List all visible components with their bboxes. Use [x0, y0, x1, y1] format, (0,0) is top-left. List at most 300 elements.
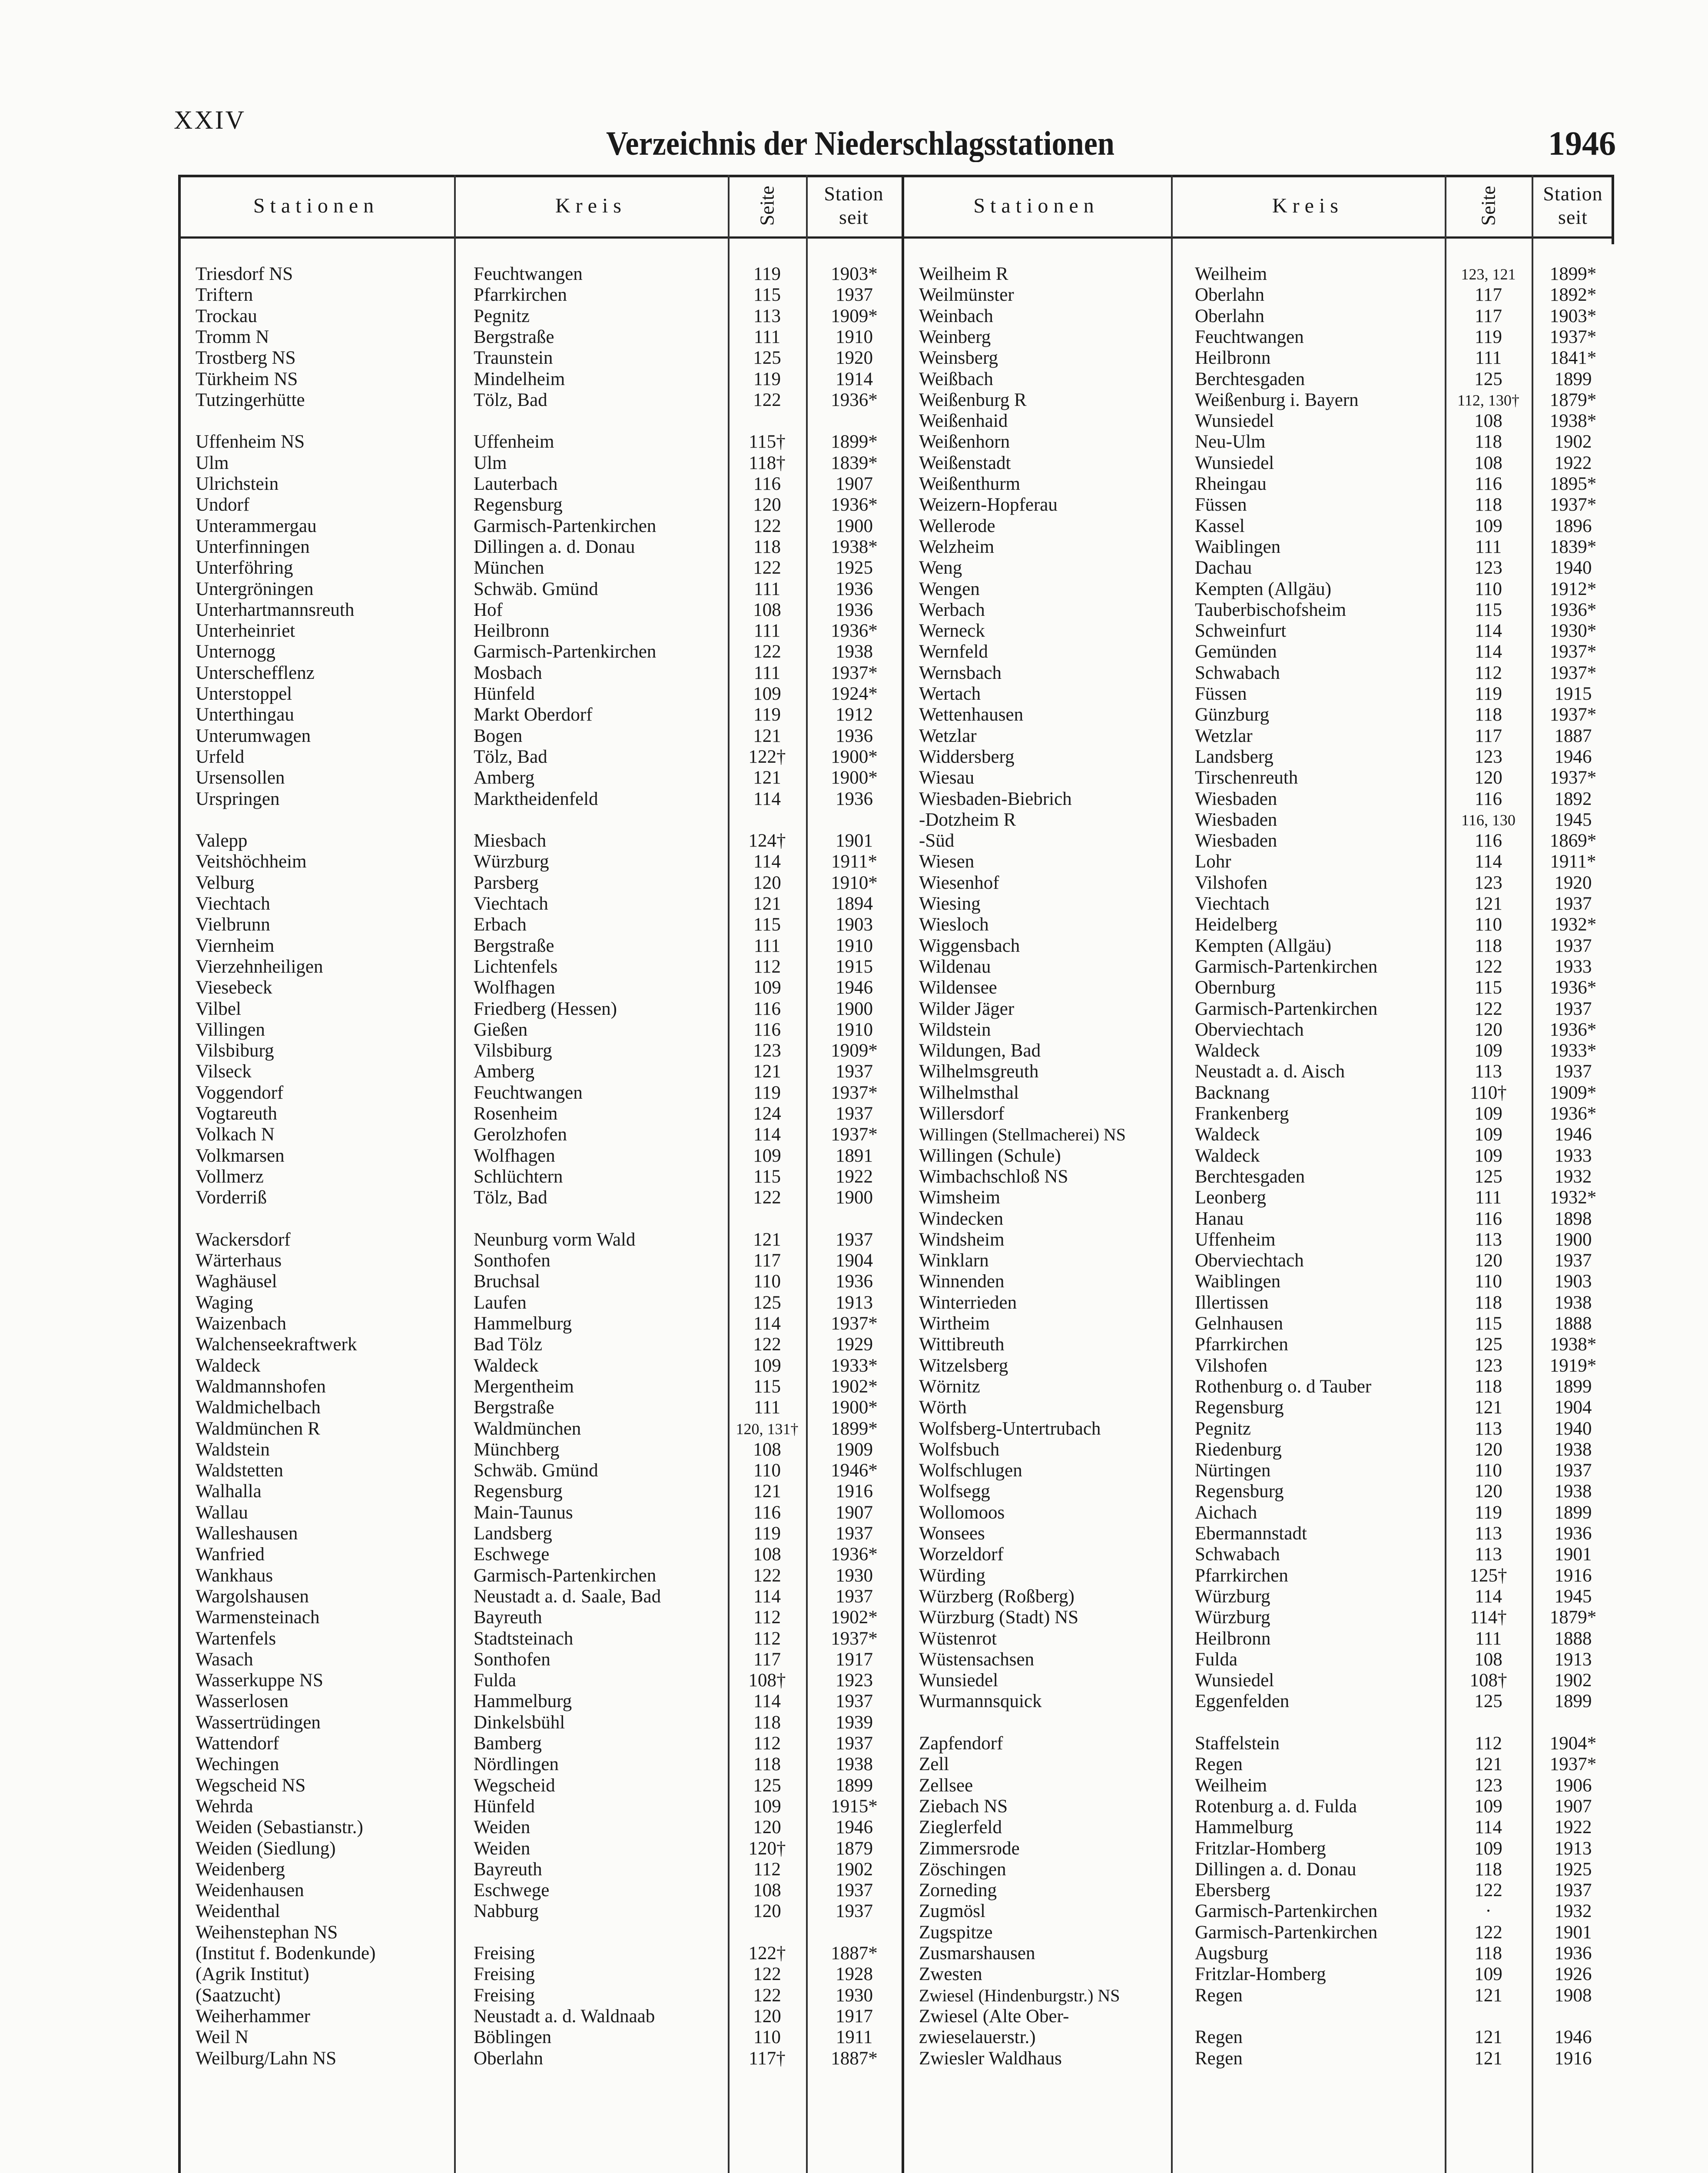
- l-kreis-name: Viechtach: [474, 894, 548, 914]
- r-since-year: 1937*: [1549, 641, 1597, 662]
- r-station-name: Wiggensbach: [919, 935, 1020, 956]
- r-kreis-name: Regensburg: [1195, 1397, 1284, 1418]
- l-since-year: 1907: [836, 1502, 873, 1523]
- l-station-name: Unterhartmannsreuth: [196, 599, 355, 620]
- r-kreis-name: Waldeck: [1195, 1040, 1260, 1061]
- r-station-name: Wurmannsquick: [919, 1691, 1042, 1712]
- l-seite-value: 112: [753, 956, 781, 977]
- r-kreis-name: Garmisch-Partenkirchen: [1195, 1922, 1378, 1943]
- r-seite-value: 123: [1474, 1775, 1502, 1796]
- l-since-year: 1909*: [831, 306, 878, 326]
- r-seite-value: 109: [1474, 1838, 1502, 1859]
- r-kreis-name: Regen: [1195, 2027, 1243, 2048]
- l-seite-value: 111: [753, 935, 781, 956]
- r-kreis-name: Wiesbaden: [1195, 788, 1277, 809]
- l-kreis-name: Tölz, Bad: [474, 746, 547, 767]
- l-since-year: 1938: [836, 641, 873, 662]
- r-seite-value: 121: [1474, 2048, 1502, 2069]
- l-since-year: 1946: [836, 1817, 873, 1838]
- l-seite-value: 122: [753, 1334, 781, 1355]
- l-since-year: 1937*: [831, 1082, 878, 1103]
- l-seite-value: 117: [753, 1649, 781, 1670]
- r-since-year: 1937*: [1549, 768, 1597, 788]
- l-since-year: 1923: [836, 1670, 873, 1691]
- l-seite-value: 114: [753, 1691, 781, 1712]
- r-station-name: Wildenau: [919, 956, 991, 977]
- l-seite-value: 120: [753, 1901, 781, 1922]
- l-kreis-name: Mindelheim: [474, 369, 565, 389]
- r-kreis-name: Oberviechtach: [1195, 1250, 1304, 1271]
- r-since-year: 1937: [1554, 935, 1592, 956]
- l-since-year: 1929: [836, 1334, 873, 1355]
- r-since-year: 1946: [1554, 2027, 1592, 2048]
- r-station-name: Wilhelmsthal: [919, 1082, 1019, 1103]
- r-seite-value: 110: [1475, 578, 1502, 599]
- r-station-name: Zwiesler Waldhaus: [919, 2048, 1062, 2069]
- l-since-year: 1936*: [831, 1544, 878, 1565]
- l-kreis-name: Wolfhagen: [474, 977, 555, 998]
- r-kreis-name: Weilheim: [1195, 264, 1267, 284]
- r-since-year: 1887: [1554, 725, 1592, 746]
- l-seite-value: 116: [753, 998, 781, 1019]
- l-since-year: 1936: [836, 578, 873, 599]
- r-seite-value: 114: [1475, 1817, 1502, 1838]
- r-seite-value: 116, 130: [1461, 811, 1516, 829]
- r-station-name: Wilder Jäger: [919, 998, 1015, 1019]
- r-seite-value: 109: [1474, 515, 1502, 536]
- r-seite-value: 114: [1475, 851, 1502, 872]
- r-seite-value: 119: [1475, 326, 1502, 347]
- l-seite-value: 125: [753, 1775, 781, 1796]
- stations-table: [178, 175, 1614, 2173]
- r-kreis-name: Eggenfelden: [1195, 1691, 1290, 1712]
- r-since-year: 1936*: [1549, 1103, 1597, 1124]
- r-since-year: 1946: [1554, 1124, 1592, 1145]
- l-kreis-name: Friedberg (Hessen): [474, 998, 617, 1019]
- l-since-year: 1900: [836, 998, 873, 1019]
- l-station-name: Veitshöchheim: [196, 851, 307, 872]
- r-kreis-name: Würzburg: [1195, 1607, 1270, 1628]
- l-seite-value: 111: [753, 578, 781, 599]
- l-seite-value: 122†: [748, 1943, 786, 1964]
- l-since-year: 1911: [836, 2027, 873, 2048]
- r-since-year: 1879*: [1549, 389, 1597, 410]
- r-station-name: Wörnitz: [919, 1376, 980, 1397]
- l-since-year: 1917: [836, 2006, 873, 2027]
- l-station-name: Wasserkuppe NS: [196, 1670, 323, 1691]
- l-kreis-name: Freising: [474, 1943, 535, 1964]
- r-since-year: 1908: [1554, 1985, 1592, 2006]
- l-station-name: Unterschefflenz: [196, 662, 315, 683]
- l-since-year: 1938: [836, 1754, 873, 1775]
- r-seite-value: 111: [1475, 1187, 1502, 1208]
- l-seite-value: 125: [753, 1292, 781, 1313]
- r-since-year: 1922: [1554, 1817, 1592, 1838]
- r-station-name: Werbach: [919, 599, 985, 620]
- l-seite-value: 112: [753, 1607, 781, 1628]
- l-kreis-name: Münchberg: [474, 1439, 560, 1460]
- l-station-name: Vilseck: [196, 1061, 252, 1082]
- r-seite-value: 122: [1474, 998, 1502, 1019]
- header-since-line2: seit: [839, 206, 869, 228]
- page-title: Verzeichnis der Niederschlagsstationen: [606, 124, 1114, 162]
- l-since-year: 1925: [836, 558, 873, 578]
- l-since-year: 1891: [836, 1145, 873, 1166]
- header-station-seit-right: [1532, 175, 1614, 236]
- l-station-name: Weidenthal: [196, 1901, 280, 1922]
- r-kreis-name: Lohr: [1195, 851, 1231, 872]
- l-seite-value: 117: [753, 1250, 781, 1271]
- l-kreis-name: Vilsbiburg: [474, 1040, 552, 1061]
- r-since-year: 1901: [1554, 1544, 1592, 1565]
- l-station-name: Villingen: [196, 1019, 265, 1040]
- r-since-year: 1869*: [1549, 831, 1597, 851]
- r-seite-value: 113: [1475, 1418, 1502, 1439]
- l-station-name: Untergröningen: [196, 578, 314, 599]
- l-seite-value: 122: [753, 1565, 781, 1586]
- l-since-year: 1900*: [831, 768, 878, 788]
- l-since-year: 1937: [836, 1586, 873, 1607]
- l-kreis-name: Bogen: [474, 725, 523, 746]
- l-since-year: 1936*: [831, 621, 878, 641]
- r-since-year: 1920: [1554, 872, 1592, 893]
- r-kreis-name: Berchtesgaden: [1195, 1166, 1305, 1187]
- l-since-year: 1909: [836, 1439, 873, 1460]
- l-kreis-name: Feuchtwangen: [474, 264, 583, 284]
- r-since-year: 1930*: [1549, 621, 1597, 641]
- r-station-name: Zwesten: [919, 1964, 982, 1985]
- r-station-name: Weißenhorn: [919, 432, 1010, 452]
- r-seite-value: 118: [1475, 1943, 1502, 1964]
- r-since-year: 1899: [1554, 1376, 1592, 1397]
- r-kreis-name: Waldeck: [1195, 1145, 1260, 1166]
- l-seite-value: 122: [753, 558, 781, 578]
- l-station-name: Viernheim: [196, 935, 275, 956]
- r-station-name: Weizern-Hopferau: [919, 495, 1058, 515]
- l-kreis-name: Nördlingen: [474, 1754, 559, 1775]
- l-kreis-name: Hammelburg: [474, 1313, 572, 1334]
- r-kreis-name: Illertissen: [1195, 1292, 1269, 1313]
- r-kreis-name: Gemünden: [1195, 641, 1277, 662]
- r-kreis-name: Kempten (Allgäu): [1195, 935, 1332, 956]
- l-seite-value: 109: [753, 1145, 781, 1166]
- r-kreis-name: Rotenburg a. d. Fulda: [1195, 1796, 1357, 1817]
- r-station-name: -Dotzheim R: [919, 809, 1016, 830]
- r-seite-value: 118: [1475, 1292, 1502, 1313]
- r-station-name: Welzheim: [919, 536, 995, 557]
- l-since-year: 1916: [836, 1481, 873, 1502]
- l-since-year: 1910: [836, 326, 873, 347]
- r-seite-value: 115: [1475, 599, 1502, 620]
- column-divider: [806, 175, 808, 2173]
- l-since-year: 1901: [836, 831, 873, 851]
- r-kreis-name: Leonberg: [1195, 1187, 1266, 1208]
- r-seite-value: 120: [1474, 1019, 1502, 1040]
- r-seite-value: 125: [1474, 1691, 1502, 1712]
- r-since-year: 1922: [1554, 452, 1592, 473]
- r-since-year: 1937*: [1549, 1754, 1597, 1775]
- r-since-year: 1936: [1554, 1943, 1592, 1964]
- r-seite-value: 108†: [1469, 1670, 1507, 1691]
- r-station-name: Windecken: [919, 1208, 1004, 1229]
- l-kreis-name: Schwäb. Gmünd: [474, 578, 598, 599]
- r-station-name: Werneck: [919, 621, 985, 641]
- r-kreis-name: Schwabach: [1195, 1544, 1280, 1565]
- l-since-year: 1936: [836, 599, 873, 620]
- l-kreis-name: Lichtenfels: [474, 956, 558, 977]
- l-kreis-name: Rosenheim: [474, 1103, 558, 1124]
- l-station-name: Ulm: [196, 452, 229, 473]
- l-since-year: 1937*: [831, 1628, 878, 1649]
- l-seite-value: 122: [753, 1985, 781, 2006]
- l-since-year: 1913: [836, 1292, 873, 1313]
- l-seite-value: 120: [753, 872, 781, 893]
- r-seite-value: 121: [1474, 1397, 1502, 1418]
- l-kreis-name: Lauterbach: [474, 474, 558, 494]
- r-seite-value: 117: [1475, 725, 1502, 746]
- r-since-year: 1879*: [1549, 1607, 1597, 1628]
- header-seite: [728, 175, 806, 236]
- l-station-name: Wassertrüdingen: [196, 1712, 321, 1733]
- l-station-name: Unterföhring: [196, 558, 293, 578]
- l-kreis-name: Pfarrkirchen: [474, 285, 567, 306]
- r-kreis-name: Schweinfurt: [1195, 621, 1287, 641]
- l-kreis-name: Tölz, Bad: [474, 389, 547, 410]
- l-since-year: 1903*: [831, 264, 878, 284]
- l-seite-value: 108: [753, 1880, 781, 1901]
- l-since-year: 1902: [836, 1859, 873, 1880]
- l-since-year: 1936*: [831, 495, 878, 515]
- l-seite-value: 120: [753, 495, 781, 515]
- r-station-name: -Süd: [919, 831, 955, 851]
- r-since-year: 1904*: [1549, 1733, 1597, 1754]
- r-station-name: Wernfeld: [919, 641, 988, 662]
- r-kreis-name: Obernburg: [1195, 977, 1276, 998]
- r-since-year: 1903*: [1549, 306, 1597, 326]
- r-seite-value: 123, 121: [1461, 266, 1516, 283]
- l-seite-value: 120, 131†: [736, 1420, 799, 1438]
- l-kreis-name: Oberlahn: [474, 2048, 543, 2069]
- l-kreis-name: Eschwege: [474, 1880, 550, 1901]
- r-since-year: 1916: [1554, 1565, 1592, 1586]
- l-kreis-name: Traunstein: [474, 348, 553, 369]
- r-since-year: 1933: [1554, 1145, 1592, 1166]
- r-since-year: 1902: [1554, 432, 1592, 452]
- l-kreis-name: Böblingen: [474, 2027, 552, 2048]
- r-seite-value: 123: [1474, 746, 1502, 767]
- l-kreis-name: Garmisch-Partenkirchen: [474, 515, 657, 536]
- l-station-name: Triesdorf NS: [196, 264, 293, 284]
- r-since-year: 1903: [1554, 1271, 1592, 1292]
- r-since-year: 1913: [1554, 1838, 1592, 1859]
- r-seite-value: 118: [1475, 1859, 1502, 1880]
- l-seite-value: 118†: [749, 452, 786, 473]
- r-station-name: Zapfendorf: [919, 1733, 1003, 1754]
- l-seite-value: 124: [753, 1103, 781, 1124]
- r-station-name: zwieselauerstr.): [919, 2027, 1036, 2048]
- l-station-name: Wattendorf: [196, 1733, 279, 1754]
- r-since-year: 1937*: [1549, 326, 1597, 347]
- l-kreis-name: Hammelburg: [474, 1691, 572, 1712]
- r-since-year: 1899: [1554, 1502, 1592, 1523]
- l-station-name: Waldmünchen R: [196, 1418, 320, 1439]
- r-seite-value: ·: [1485, 1901, 1492, 1922]
- l-seite-value: 110: [753, 2027, 781, 2048]
- l-seite-value: 121: [753, 894, 781, 914]
- r-since-year: 1892: [1554, 788, 1592, 809]
- l-seite-value: 118: [753, 1712, 781, 1733]
- r-station-name: Zwiesel (Alte Ober-: [919, 2006, 1069, 2027]
- r-since-year: 1892*: [1549, 285, 1597, 306]
- r-station-name: Weinbach: [919, 306, 993, 326]
- r-kreis-name: Wunsiedel: [1195, 452, 1274, 473]
- l-station-name: Waizenbach: [196, 1313, 287, 1334]
- header-kreis: Kreis: [555, 194, 627, 217]
- l-seite-value: 119: [753, 369, 781, 389]
- r-station-name: Zellsee: [919, 1775, 973, 1796]
- r-since-year: 1898: [1554, 1208, 1592, 1229]
- l-station-name: Weiden (Sebastianstr.): [196, 1817, 363, 1838]
- r-kreis-name: Hanau: [1195, 1208, 1244, 1229]
- l-kreis-name: Bergstraße: [474, 1397, 554, 1418]
- l-since-year: 1937: [836, 285, 873, 306]
- l-station-name: Wallau: [196, 1502, 248, 1523]
- l-kreis-name: Sonthofen: [474, 1649, 551, 1670]
- l-station-name: Vorderriß: [196, 1187, 267, 1208]
- l-kreis-name: Dillingen a. d. Donau: [474, 536, 635, 557]
- l-station-name: Tromm N: [196, 326, 269, 347]
- r-seite-value: 122: [1474, 956, 1502, 977]
- r-since-year: 1932*: [1549, 1187, 1597, 1208]
- l-kreis-name: Gießen: [474, 1019, 528, 1040]
- l-station-name: Vilbel: [196, 998, 241, 1019]
- r-station-name: Windsheim: [919, 1229, 1005, 1250]
- l-seite-value: 111: [753, 1397, 781, 1418]
- r-seite-value: 113: [1475, 1061, 1502, 1082]
- l-since-year: 1899*: [831, 432, 878, 452]
- l-since-year: 1915*: [831, 1796, 878, 1817]
- r-since-year: 1909*: [1549, 1082, 1597, 1103]
- r-since-year: 1841*: [1549, 348, 1597, 369]
- column-divider: [1171, 175, 1173, 2173]
- r-kreis-name: Fritzlar-Homberg: [1195, 1838, 1326, 1859]
- l-station-name: Wanfried: [196, 1544, 265, 1565]
- l-kreis-name: Main-Taunus: [474, 1502, 573, 1523]
- r-kreis-name: Ebermannstadt: [1195, 1523, 1307, 1544]
- r-since-year: 1932: [1554, 1901, 1592, 1922]
- r-seite-value: 113: [1475, 1544, 1502, 1565]
- l-seite-value: 122: [753, 1187, 781, 1208]
- l-station-name: Weihenstephan NS: [196, 1922, 338, 1943]
- r-kreis-name: Feuchtwangen: [1195, 326, 1304, 347]
- l-seite-value: 123: [753, 1040, 781, 1061]
- r-station-name: Wimsheim: [919, 1187, 1000, 1208]
- r-station-name: Wiesbaden-Biebrich: [919, 788, 1072, 809]
- l-seite-value: 109: [753, 684, 781, 704]
- r-kreis-name: Füssen: [1195, 684, 1247, 704]
- r-since-year: 1940: [1554, 558, 1592, 578]
- l-station-name: Weiherhammer: [196, 2006, 310, 2027]
- r-since-year: 1933: [1554, 956, 1592, 977]
- r-since-year: 1888: [1554, 1628, 1592, 1649]
- l-kreis-name: Parsberg: [474, 872, 539, 893]
- r-kreis-name: Heidelberg: [1195, 914, 1278, 935]
- l-kreis-name: Bayreuth: [474, 1859, 542, 1880]
- r-station-name: Weißenhaid: [919, 411, 1008, 432]
- l-kreis-name: Markt Oberdorf: [474, 704, 593, 725]
- r-kreis-name: Dachau: [1195, 558, 1252, 578]
- r-seite-value: 125: [1474, 1334, 1502, 1355]
- r-since-year: 1937: [1554, 1460, 1592, 1481]
- l-seite-value: 119: [753, 1523, 781, 1544]
- r-since-year: 1940: [1554, 1418, 1592, 1439]
- r-kreis-name: Pfarrkirchen: [1195, 1334, 1288, 1355]
- header-seite-label-right: Seite: [1477, 186, 1499, 226]
- l-station-name: Trockau: [196, 306, 257, 326]
- l-since-year: 1900: [836, 515, 873, 536]
- r-station-name: Wernsbach: [919, 662, 1002, 683]
- r-seite-value: 120: [1474, 1481, 1502, 1502]
- l-station-name: Unternogg: [196, 641, 275, 662]
- l-seite-value: 115†: [749, 432, 786, 452]
- r-station-name: Wilhelmsgreuth: [919, 1061, 1039, 1082]
- l-seite-value: 121: [753, 1481, 781, 1502]
- r-since-year: 1933*: [1549, 1040, 1597, 1061]
- r-since-year: 1913: [1554, 1649, 1592, 1670]
- l-since-year: 1937: [836, 1691, 873, 1712]
- r-since-year: 1919*: [1549, 1355, 1597, 1376]
- l-kreis-name: Freising: [474, 1985, 535, 2006]
- l-station-name: Undorf: [196, 495, 250, 515]
- l-kreis-name: Wolfhagen: [474, 1145, 555, 1166]
- l-seite-value: 120: [753, 2006, 781, 2027]
- r-kreis-name: Landsberg: [1195, 746, 1274, 767]
- l-kreis-name: Amberg: [474, 768, 535, 788]
- r-station-name: Zöschingen: [919, 1859, 1006, 1880]
- r-since-year: 1937: [1554, 1880, 1592, 1901]
- l-since-year: 1920: [836, 348, 873, 369]
- l-since-year: 1894: [836, 894, 873, 914]
- l-station-name: Wegscheid NS: [196, 1775, 306, 1796]
- r-seite-value: 114: [1475, 1586, 1502, 1607]
- r-kreis-name: Augsburg: [1195, 1943, 1268, 1964]
- l-since-year: 1937: [836, 1523, 873, 1544]
- r-station-name: Wiesen: [919, 851, 975, 872]
- l-station-name: Viechtach: [196, 894, 270, 914]
- r-seite-value: 114: [1475, 621, 1502, 641]
- r-station-name: Zusmarshausen: [919, 1943, 1035, 1964]
- r-station-name: Wörth: [919, 1397, 967, 1418]
- r-seite-value: 116: [1475, 831, 1502, 851]
- l-station-name: Weil N: [196, 2027, 249, 2048]
- r-station-name: Weilheim R: [919, 264, 1008, 284]
- l-station-name: Wackersdorf: [196, 1229, 291, 1250]
- header-stations: Stationen: [253, 194, 379, 217]
- r-seite-value: 118: [1475, 704, 1502, 725]
- l-station-name: (Saatzucht): [196, 1985, 281, 2006]
- l-station-name: Waldmannshofen: [196, 1376, 326, 1397]
- l-seite-value: 109: [753, 1355, 781, 1376]
- r-seite-value: 125: [1474, 1166, 1502, 1187]
- r-since-year: 1915: [1554, 684, 1592, 704]
- r-station-name: Winnenden: [919, 1271, 1005, 1292]
- header-since-line2-right: seit: [1558, 206, 1588, 228]
- l-kreis-name: Waldeck: [474, 1355, 539, 1376]
- l-station-name: Weiden (Siedlung): [196, 1838, 336, 1859]
- r-seite-value: 121: [1474, 894, 1502, 914]
- r-kreis-name: Kassel: [1195, 515, 1245, 536]
- l-kreis-name: Miesbach: [474, 831, 547, 851]
